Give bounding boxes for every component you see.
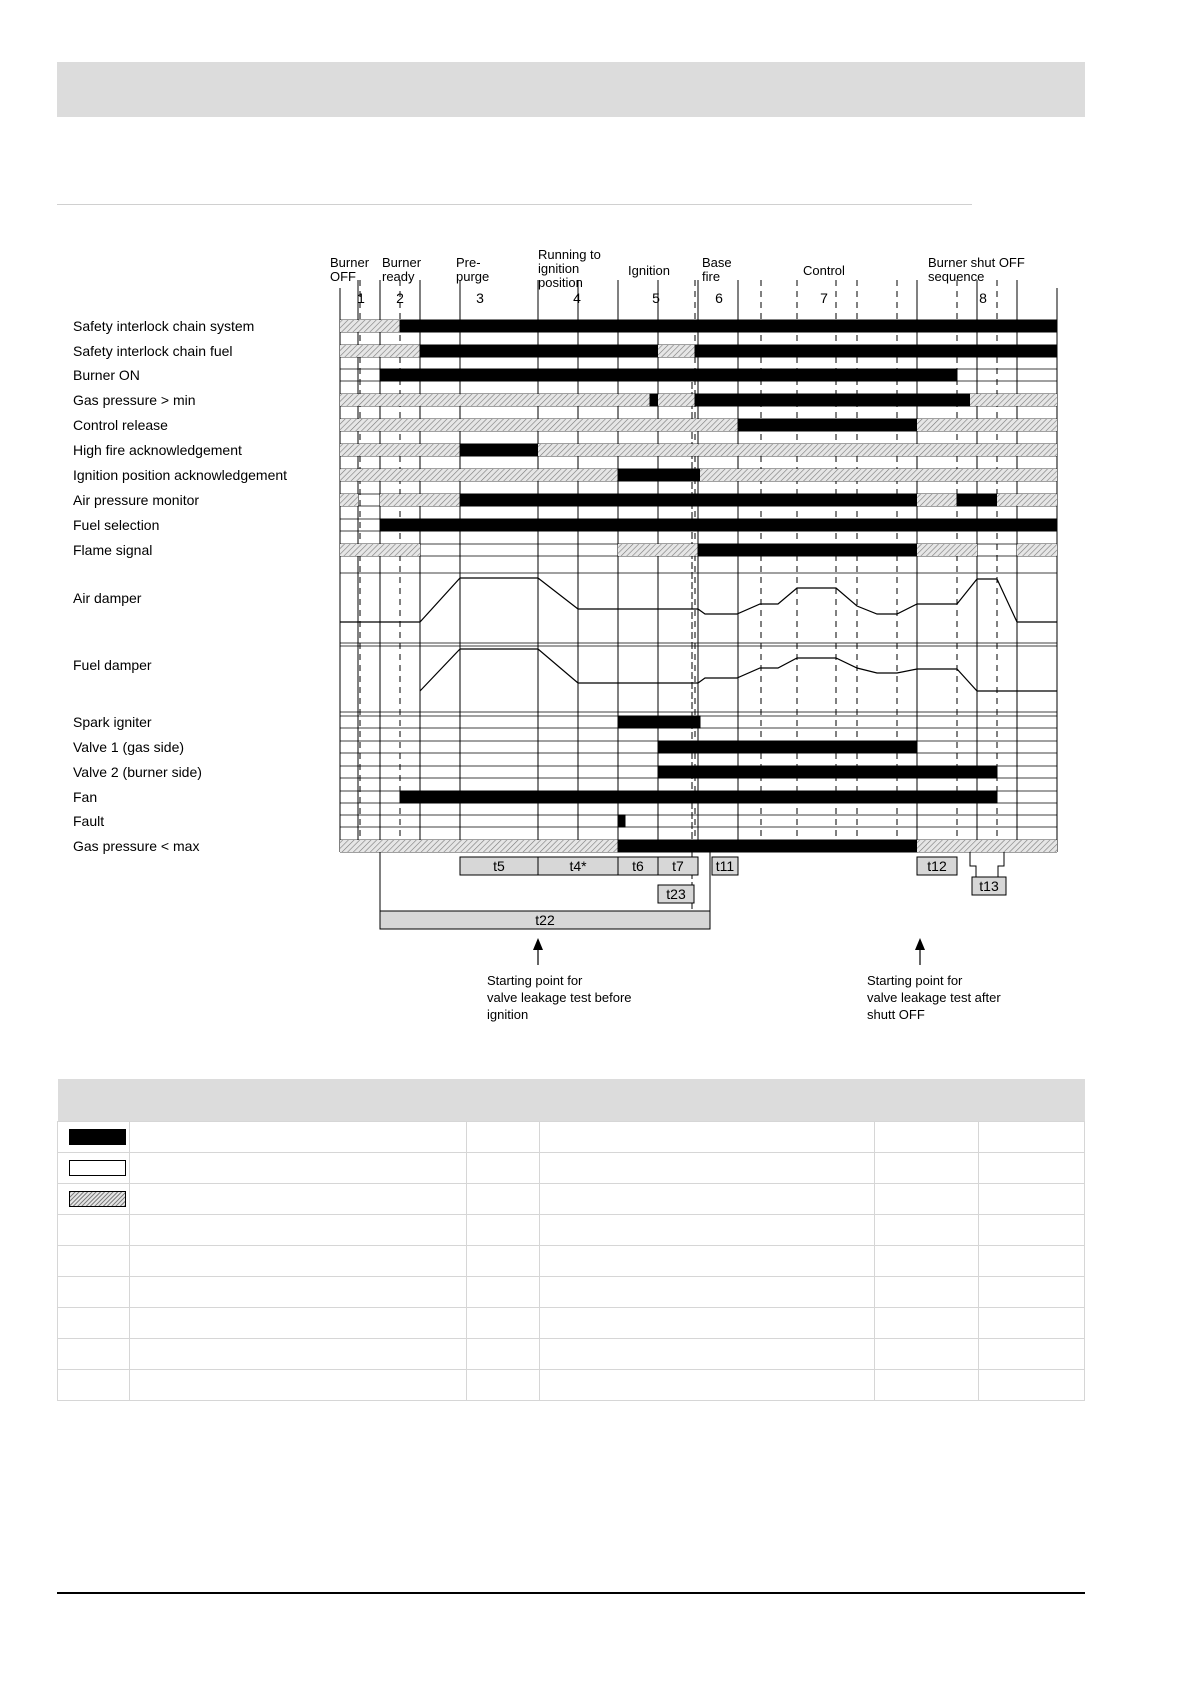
undefined-segment [340, 394, 650, 406]
legend-cell [129, 1369, 466, 1400]
legend-swatch-cell [58, 1152, 130, 1183]
undefined-segment [340, 444, 460, 456]
legend-cell [466, 1276, 539, 1307]
phase-number: 7 [820, 290, 828, 306]
phase-label: Ignition [628, 263, 670, 278]
signal-label: Ignition position acknowledgement [73, 467, 288, 483]
signal-label: Spark igniter [73, 714, 152, 730]
timing-grid [340, 280, 1057, 920]
legend-swatch-cell [58, 1183, 130, 1214]
undefined-segment [997, 494, 1057, 506]
phase-number: 8 [979, 290, 987, 306]
active-segment [400, 791, 997, 803]
legend-cell [539, 1183, 875, 1214]
annotations [487, 938, 1001, 1022]
phase-label: Pre- [456, 255, 481, 270]
undefined-segment [970, 394, 1057, 406]
legend-cell [979, 1369, 1085, 1400]
active-segment [658, 766, 997, 778]
annotation-text: ignition [487, 1007, 529, 1022]
undefined-segment [917, 419, 1057, 431]
phase-label: purge [456, 269, 490, 284]
signal-label: Control release [73, 417, 168, 433]
legend-row [58, 1307, 1085, 1338]
legend-row [58, 1214, 1085, 1245]
legend-cell [979, 1183, 1085, 1214]
undefined-segment [700, 469, 1057, 481]
phase-label: OFF [330, 269, 356, 284]
phase-number: 4 [573, 290, 581, 306]
signal-label: Flame signal [73, 542, 153, 558]
legend-cell [539, 1245, 875, 1276]
active-segment [695, 394, 970, 406]
signal-label: Safety interlock chain system [73, 318, 255, 334]
undefined-segment [1017, 544, 1057, 556]
phase-headers [330, 247, 1057, 318]
timer-label: t13 [979, 878, 999, 894]
legend-cell [466, 1152, 539, 1183]
active-segment [650, 394, 658, 406]
legend-swatch-cell [58, 1369, 130, 1400]
undefined-segment [618, 544, 698, 556]
legend-cell [539, 1307, 875, 1338]
signal-labels [73, 318, 287, 854]
phase-label: position [538, 275, 583, 290]
phase-label: Base [702, 255, 732, 270]
active-segment [460, 444, 538, 456]
phase-label: Burner [382, 255, 422, 270]
annotation-text: shutt OFF [867, 1007, 925, 1022]
legend-cell [979, 1307, 1085, 1338]
legend-cell [466, 1121, 539, 1152]
timer-label: t23 [666, 886, 686, 902]
legend-cell [539, 1121, 875, 1152]
phase-number: 2 [396, 290, 404, 306]
legend-cell [466, 1214, 539, 1245]
legend-cell [979, 1245, 1085, 1276]
legend-swatch-cell [58, 1214, 130, 1245]
timer-label: t12 [927, 858, 947, 874]
phase-label: ignition [538, 261, 580, 276]
signal-label: Air pressure monitor [73, 492, 200, 508]
phase-number: 3 [476, 290, 484, 306]
signal-label: High fire acknowledgement [73, 442, 242, 458]
active-segment [400, 320, 1057, 332]
legend-cell [539, 1338, 875, 1369]
undefined-segment [340, 494, 358, 506]
legend-cell [466, 1338, 539, 1369]
legend-cell [466, 1183, 539, 1214]
active-segment [658, 741, 917, 753]
legend-cell [539, 1276, 875, 1307]
legend-cell [979, 1152, 1085, 1183]
legend-header [58, 1079, 1085, 1121]
legend-swatch-undefined-state [69, 1191, 126, 1207]
legend-row [58, 1245, 1085, 1276]
legend-row [58, 1183, 1085, 1214]
legend-cell [129, 1121, 466, 1152]
legend-cell [129, 1338, 466, 1369]
annotation-text: Starting point for [487, 973, 583, 988]
active-segment [380, 519, 1057, 531]
legend-cell [466, 1245, 539, 1276]
undefined-segment [340, 469, 618, 481]
timer-label: t22 [535, 912, 555, 928]
undefined-segment [340, 840, 618, 852]
active-segment [738, 419, 917, 431]
legend-cell [875, 1183, 979, 1214]
undefined-segment [658, 394, 695, 406]
legend-swatch-cell [58, 1338, 130, 1369]
phase-label: ready [382, 269, 415, 284]
phase-number: 1 [357, 290, 365, 306]
active-segment [957, 494, 997, 506]
bracket-line [970, 852, 976, 877]
legend-cell [129, 1307, 466, 1338]
timer-label: t4* [569, 858, 587, 874]
undefined-segment [538, 444, 1057, 456]
undefined-segment [340, 345, 420, 357]
legend-swatch-cell [58, 1307, 130, 1338]
legend-cell [129, 1183, 466, 1214]
phase-label: fire [702, 269, 721, 284]
legend-cell [875, 1152, 979, 1183]
signal-label: Gas pressure > min [73, 392, 196, 408]
active-segment [618, 815, 625, 827]
timer-label: t11 [715, 858, 735, 874]
legend-row [58, 1338, 1085, 1369]
phase-label: Control [803, 263, 845, 278]
legend-swatch-cell [58, 1245, 130, 1276]
phase-number: 5 [652, 290, 660, 306]
legend-cell [129, 1276, 466, 1307]
undefined-segment [340, 320, 400, 332]
undefined-segment [380, 494, 460, 506]
legend-swatch-inactive-state [69, 1160, 126, 1176]
legend-table [57, 1079, 1085, 1401]
active-segment [618, 716, 700, 728]
active-segment [420, 345, 658, 357]
legend-row [58, 1152, 1085, 1183]
undefined-segment [340, 419, 738, 431]
signal-label: Fault [73, 813, 105, 829]
annotation-text: Starting point for [867, 973, 963, 988]
phase-label: Burner shut OFF [928, 255, 1025, 270]
legend-swatch-active-state [69, 1129, 126, 1145]
legend-row [58, 1121, 1085, 1152]
legend-row [58, 1276, 1085, 1307]
signal-label: Fuel selection [73, 517, 160, 533]
undefined-segment [340, 544, 420, 556]
signal-label: Fan [73, 789, 98, 805]
phase-label: Burner [330, 255, 370, 270]
legend-cell [875, 1276, 979, 1307]
arrow-head [915, 938, 925, 950]
timer-label: t6 [632, 858, 644, 874]
undefined-segment [917, 840, 1057, 852]
signal-label: Air damper [73, 590, 142, 606]
phase-number: 6 [715, 290, 723, 306]
timer-boxes [380, 852, 1006, 929]
legend-cell [875, 1369, 979, 1400]
legend-cell [539, 1152, 875, 1183]
legend-cell [979, 1214, 1085, 1245]
undefined-segment [917, 494, 957, 506]
footer-rule [57, 1592, 1085, 1594]
legend-row [58, 1369, 1085, 1400]
signal-label: Valve 1 (gas side) [73, 739, 185, 755]
undefined-segment [658, 345, 695, 357]
legend-cell [875, 1245, 979, 1276]
legend-cell [875, 1121, 979, 1152]
active-segment [618, 469, 700, 481]
active-segment [460, 494, 917, 506]
signal-label: Burner ON [73, 367, 140, 383]
active-segment [698, 544, 917, 556]
signal-label: Fuel damper [73, 657, 152, 673]
signal-label: Safety interlock chain fuel [73, 343, 233, 359]
undefined-segment [917, 544, 977, 556]
phase-label: Running to [538, 247, 601, 262]
arrow-head [533, 938, 543, 950]
legend-cell [979, 1121, 1085, 1152]
legend-cell [875, 1214, 979, 1245]
active-segment [618, 840, 917, 852]
legend-cell [129, 1152, 466, 1183]
legend-cell [875, 1338, 979, 1369]
active-segment [695, 345, 1057, 357]
signal-label: Valve 2 (burner side) [73, 764, 202, 780]
legend-cell [129, 1245, 466, 1276]
legend-cell [539, 1214, 875, 1245]
phase-label: sequence [928, 269, 985, 284]
active-segment [380, 369, 957, 381]
legend-cell [466, 1307, 539, 1338]
legend-cell [129, 1214, 466, 1245]
bracket-line [998, 852, 1004, 877]
legend-swatch-cell [58, 1276, 130, 1307]
annotation-text: valve leakage test before [487, 990, 632, 1005]
legend-cell [539, 1369, 875, 1400]
legend-cell [979, 1276, 1085, 1307]
legend-cell [979, 1338, 1085, 1369]
signal-label: Gas pressure < max [73, 838, 200, 854]
legend-swatch-cell [58, 1121, 130, 1152]
timer-label: t7 [672, 858, 684, 874]
legend-cell [875, 1307, 979, 1338]
annotation-text: valve leakage test after [867, 990, 1001, 1005]
legend-cell [466, 1369, 539, 1400]
timer-label: t5 [493, 858, 505, 874]
